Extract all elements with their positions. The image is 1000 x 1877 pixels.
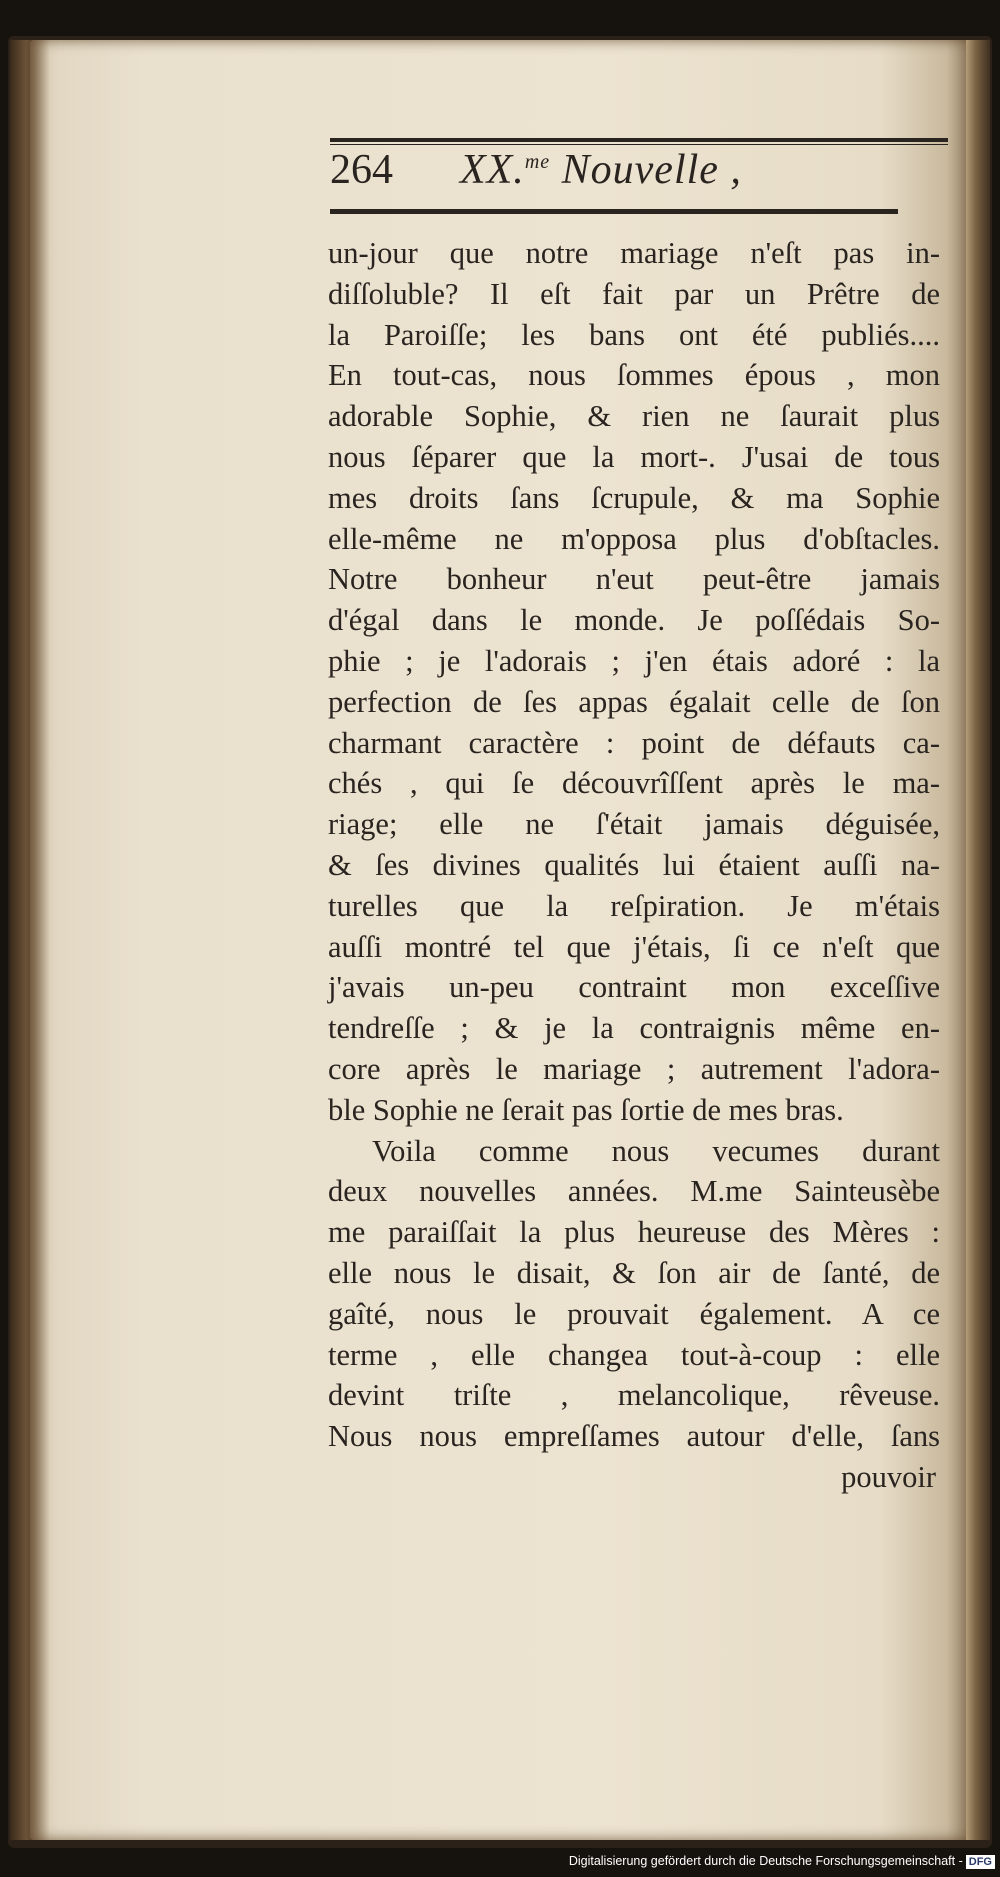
text-line: En tout-cas, nous ſommes épous , mon <box>328 358 940 393</box>
text-line: me paraiſſait la plus heureuse des Mères : <box>328 1215 940 1250</box>
text-line: diſſoluble? Il eſt fait par un Prêtre de <box>328 276 940 311</box>
text-line: nous ſéparer que la mort-. J'usai de tous <box>328 439 940 474</box>
header-top-rule <box>330 138 948 142</box>
text-line: devint triſte , melancolique, rêveuse. <box>328 1378 940 1413</box>
running-title <box>460 146 742 194</box>
text-line: un-jour que notre mariage n'eſt pas in- <box>328 236 940 270</box>
text-line: Notre bonheur n'eut peut-être jamais <box>328 562 940 597</box>
spine-shadow <box>10 40 50 1840</box>
text-line: elle-même ne m'opposa plus d'obſtacles. <box>328 521 940 556</box>
text-line-paragraph-start: Voila comme nous vecumes durant <box>372 1133 940 1168</box>
text-line: Nous nous empreſſames autour d'elle, ſans <box>328 1419 940 1454</box>
running-title-sup: me <box>524 151 551 173</box>
text-line: perfection de ſes appas égalait celle de ſon <box>328 684 940 719</box>
text-line: phie ; je l'adorais ; j'en étais adoré : la <box>328 643 940 678</box>
page-number: 264 <box>330 147 393 193</box>
header-bottom-rule <box>330 209 898 214</box>
text-line: la Paroiſſe; les bans ont été publiés.... <box>328 317 940 352</box>
credit-text: Digitalisierung gefördert durch die Deutsche Forschungsgemeinschaft - <box>568 1854 963 1868</box>
catchword: pouvoir <box>841 1459 936 1494</box>
running-title-rest: Nouvelle , <box>550 147 742 193</box>
text-line: auſſi montré tel que j'étais, ſi ce n'eſt que <box>328 929 940 964</box>
header-top-rule-thin <box>330 144 948 145</box>
digitization-credit <box>0 1854 995 1874</box>
text-line: charmant caractère : point de défauts ca- <box>328 725 940 760</box>
running-header <box>330 146 930 206</box>
text-line: chés , qui ſe découvrîſſent après le ma- <box>328 766 940 801</box>
body-text <box>328 233 940 1498</box>
text-line: d'égal dans le monde. Je poſſédais So- <box>328 603 940 638</box>
text-line: j'avais un-peu contraint mon exceſſive <box>328 970 940 1005</box>
text-line: deux nouvelles années. M.me Sainteusèbe <box>328 1174 940 1209</box>
dfg-logo: DFG <box>966 1855 995 1869</box>
text-line: core après le mariage ; autrement l'adora- <box>328 1051 940 1086</box>
text-line: & ſes divines qualités lui étaient auſſi na- <box>328 847 940 882</box>
page-edge <box>966 40 990 1840</box>
text-line: riage; elle ne ſ'était jamais déguisée, <box>328 807 940 842</box>
text-line: terme , elle changea tout-à-coup : elle <box>328 1337 940 1372</box>
text-line: elle nous le disait, & ſon air de ſanté, de <box>328 1255 940 1290</box>
text-line: gaîté, nous le prouvait également. A ce <box>328 1296 940 1331</box>
text-line: adorable Sophie, & rien ne ſaurait plus <box>328 399 940 434</box>
text-line: mes droits ſans ſcrupule, & ma Sophie <box>328 480 940 515</box>
text-line: tendreſſe ; & je la contraignis même en- <box>328 1011 940 1046</box>
text-line: turelles que la reſpiration. Je m'étais <box>328 888 940 923</box>
running-title-main: XX. <box>460 147 525 193</box>
text-line-paragraph-end: ble Sophie ne ſerait pas ſortie de mes bras. <box>328 1092 844 1127</box>
